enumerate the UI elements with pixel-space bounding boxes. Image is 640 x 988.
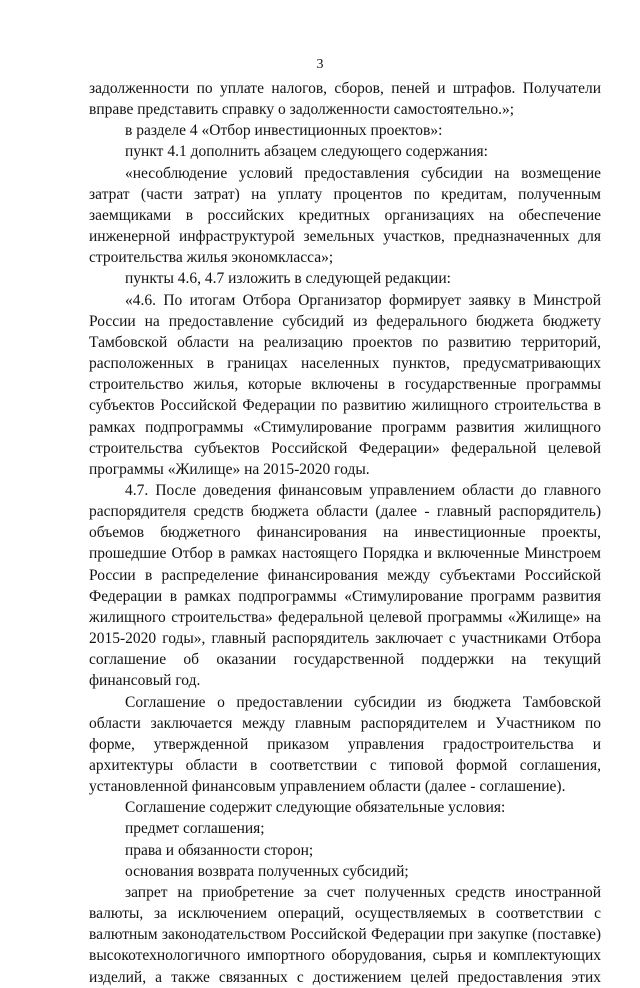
list-item-subject: предмет соглашения; — [125, 820, 265, 838]
paragraph-agreement-conditions: Соглашение содержит следующие обязательные условия: — [125, 799, 506, 817]
list-item-currency-ban: запрет на приобретение за счет полученных средств иностранной валюты, за исключением операций, осуществляемых в соответствии с валютным законодательством Российской Федерации при закупке (поставке) высокотехнологичного импортного оборудования, сырья и комплектующих изделий, а также связанных с достижением целей предоставления этих — [89, 883, 601, 986]
paragraph-items-4-6-4-7: пункты 4.6, 4.7 изложить в следующей редакции: — [125, 270, 451, 288]
paragraph-condition-quote: «несоблюдение условий предоставления субсидии на возмещение затрат (части затрат) на уплату процентов по кредитам, полученным заемщиками в российских кредитных организациях на обеспечение инженерной инфраструктурой земельных участков, предназначенных для строительства жилья экономкласса»; — [89, 164, 601, 267]
list-item-rights: права и обязанности сторон; — [125, 841, 314, 859]
list-item-refund-grounds: основания возврата полученных субсидий; — [125, 862, 409, 880]
paragraph-item-4-1: пункт 4.1 дополнить абзацем следующего содержания: — [125, 143, 488, 161]
paragraph-section-4-heading: в разделе 4 «Отбор инвестиционных проектов»: — [125, 122, 443, 140]
document-body — [89, 78, 601, 988]
paragraph-4-6: «4.6. По итогам Отбора Организатор формирует заявку в Минстрой России на предоставление субсидий из федерального бюджета бюджету Тамбовской области на реализацию проектов по развитию территорий, расположенных в границах населенных пунктов, предусматривающих строительство жилья, которые включены в государственные программы субъектов Российской Федерации по развитию жилищного строительства в рамках подпрограммы «Стимулирование программ развития жилищного строительства субъектов Российской Федерации» федеральной целевой программы «Жилище» на 2015-2020 годы. — [89, 291, 601, 478]
page-number: 3 — [316, 57, 324, 72]
paragraph-4-7: 4.7. После доведения финансовым управлением области до главного распорядителя средств бюджета области (далее - главный распорядитель) объемов бюджетного финансирования на инвестиционные проекты, прошедшие Отбор в рамках настоящего Порядка и включенные Минстроем России в распределение финансирования между субъектами Российской Федерации в рамках подпрограммы «Стимулирование программ развития жилищного строительства» федеральной целевой программы «Жилище» на 2015-2020 годы», главный распорядитель заключает с участниками Отбора соглашение об оказании государственной поддержки на текущий финансовый год. — [89, 481, 601, 690]
paragraph-continuation: задолженности по уплате налогов, сборов, пеней и штрафов. Получатели вправе представить справку о задолженности самостоятельно.»; — [89, 80, 601, 119]
paragraph-agreement: Соглашение о предоставлении субсидии из бюджета Тамбовской области заключается между главным распорядителем и Участником по форме, утвержденной приказом управления градостроительства и архитектуры области в соответствии с типовой формой соглашения, установленной финансовым управлением области (далее - соглашение). — [89, 693, 601, 796]
